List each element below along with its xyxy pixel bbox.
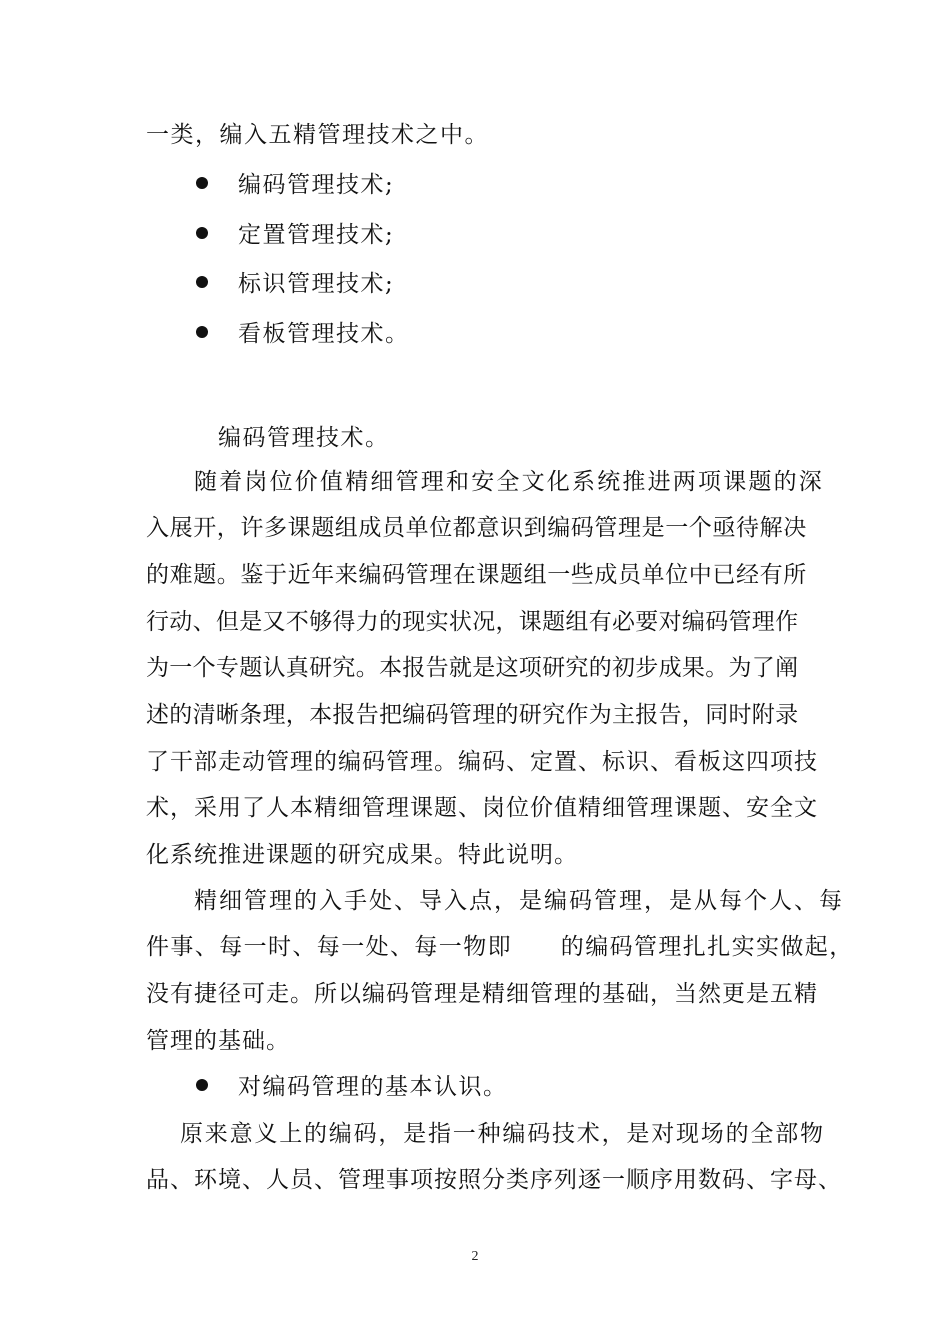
- bullet-dot-icon: [196, 177, 208, 189]
- paragraph-line: 随着岗位价值精细管理和安全文化系统推进两项课题的深: [194, 469, 824, 495]
- bullet-dot-icon: [196, 326, 208, 338]
- paragraph-line: 的难题。鉴于近年来编码管理在课题组一些成员单位中已经有所: [146, 562, 807, 588]
- bullet-text: 编码管理技术;: [238, 172, 395, 198]
- section-heading: 编码管理技术。: [218, 425, 390, 451]
- bullet-item: [196, 269, 394, 299]
- bullet-item: [196, 319, 410, 349]
- paragraph-line: 行动、但是又不够得力的现实状况，课题组有必要对编码管理作: [146, 609, 799, 635]
- paragraph-line: 管理的基础。: [146, 1028, 290, 1054]
- paragraph-line: 入展开，许多课题组成员单位都意识到编码管理是一个亟待解决: [146, 515, 807, 541]
- paragraph-line: 品、环境、人员、管理事项按照分类序列逐一顺序用数码、字母、: [146, 1167, 842, 1193]
- bullet-dot-icon: [196, 276, 208, 288]
- bullet-text: 看板管理技术。: [238, 321, 410, 347]
- bullet-dot-icon: [196, 227, 208, 239]
- paragraph-line: 术，采用了人本精细管理课题、岗位价值精细管理课题、安全文: [146, 795, 818, 821]
- page-number: 2: [471, 1249, 479, 1264]
- bullet-item: [196, 1072, 508, 1102]
- paragraph-line: 件事、每一时、每一处、每一物即 的编码管理扎扎实实做起，: [146, 934, 854, 960]
- paragraph-line: 化系统推进课题的研究成果。特此说明。: [146, 842, 578, 868]
- paragraph-line: 为一个专题认真研究。本报告就是这项研究的初步成果。为了阐: [146, 655, 799, 681]
- paragraph-line: 述的清晰条理，本报告把编码管理的研究作为主报告，同时附录: [146, 702, 799, 728]
- bullet-item: [196, 220, 394, 250]
- bullet-text: 对编码管理的基本认识。: [238, 1074, 508, 1100]
- paragraph-line: 原来意义上的编码，是指一种编码技术，是对现场的全部物: [180, 1121, 825, 1147]
- bullet-text: 标识管理技术;: [238, 271, 395, 297]
- bullet-text: 定置管理技术;: [238, 222, 395, 248]
- bullet-item: [196, 170, 394, 200]
- paragraph-line: 精细管理的入手处、导入点，是编码管理，是从每个人、每: [194, 888, 844, 914]
- paragraph-line: 没有捷径可走。所以编码管理是精细管理的基础，当然更是五精: [146, 981, 818, 1007]
- paragraph-line: 了干部走动管理的编码管理。编码、定置、标识、看板这四项技: [146, 749, 818, 775]
- bullet-dot-icon: [196, 1079, 208, 1091]
- intro-line: 一类，编入五精管理技术之中。: [146, 122, 489, 148]
